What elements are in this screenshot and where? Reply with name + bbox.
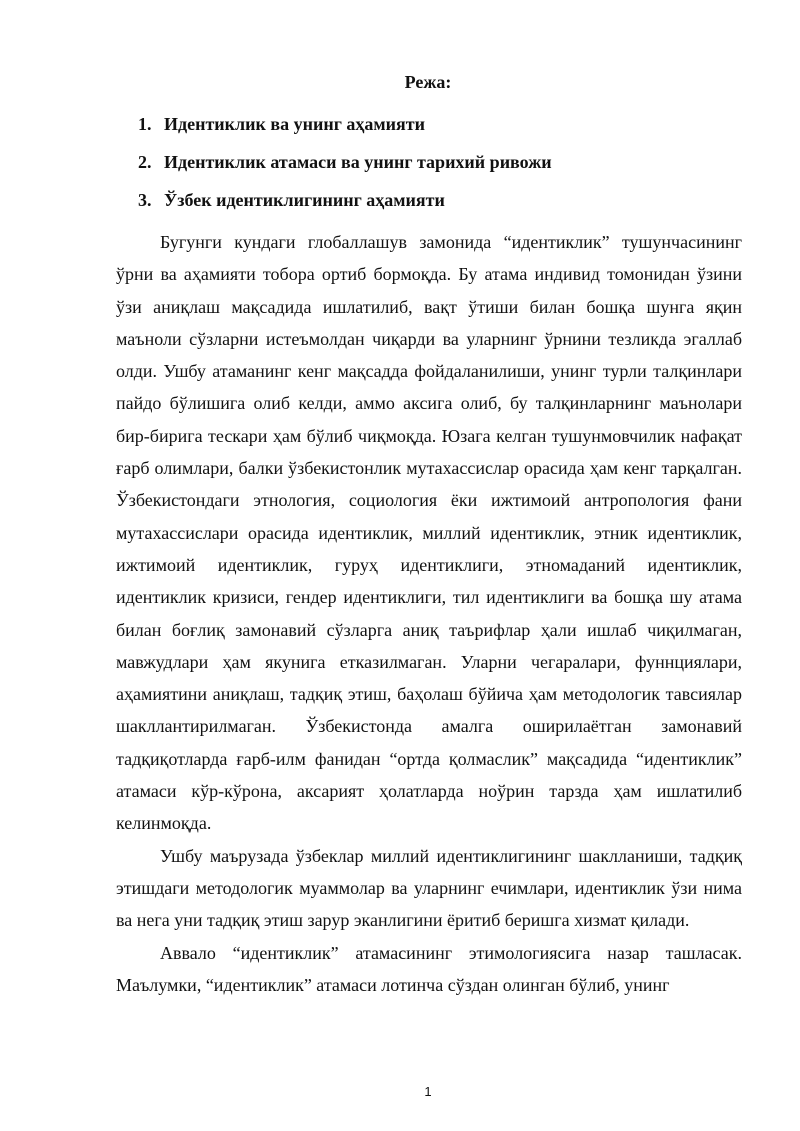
plan-item	[138, 188, 758, 226]
plan-item-text: Идентиклик атамаси ва унинг тарихий ривожи	[164, 152, 552, 172]
paragraph: Бугунги кундаги глобаллашув замонида “идентиклик” тушунчасининг ўрни ва аҳамияти тобора ортиб бормоқда. Бу атама индивид томонидан ўзини ўзи аниқлаш мақсадида ишлатилиб, вақт ўтиши билан бошқа шунга яқин маъноли сўзларни истеъмолдан чиқарди ва уларнинг ўрнини тезликда эгаллаб олди. Ушбу атаманинг кенг мақсадда фойдаланилиши, унинг турли талқинлари пайдо бўлишига олиб келди, аммо аксига олиб, бу талқинларнинг маънолари бир-бирига тескари ҳам бўлиб чиқмоқда. Юзага келган тушунмовчилик нафақат ғарб олимлари, балки ўзбекистонлик мутахассислар орасида ҳам кенг тарқалган. Ўзбекистондаги этнология, социология ёки ижтимоий антропология фани мутахассислари орасида идентиклик, миллий идентиклик, этник идентиклик, ижтимоий идентиклик, гуруҳ идентиклиги, этномаданий идентиклик, идентиклик кризиси, гендер идентиклиги, тил идентиклиги ва бошқа шу атама билан боғлиқ замонавий сўзларга аниқ таърифлар ҳали ишлаб чиқилмаган, мавжудлари ҳам якунига етказилмаган. Уларни чегаралари, фуннциялари, аҳамиятини аниқлаш, тадқиқ этиш, баҳолаш бўйича ҳам методологик тавсиялар шакллантирилмаган. Ўзбекистонда амалга оширилаётган замонавий тадқиқотларда ғарб-илм фанидан “ортда қолмаслик” мақсадида “идентиклик” атамаси кўр-кўрона, аксарият ҳолатларда ноўрин тарзда ҳам ишлатилиб келинмоқда.	[116, 232, 742, 834]
plan-item-number: 3.	[138, 190, 152, 210]
body-text	[116, 226, 742, 1001]
plan-list	[138, 112, 758, 226]
plan-item	[138, 112, 758, 150]
plan-item-number: 1.	[138, 114, 152, 134]
plan-item-text: Ўзбек идентиклигининг аҳамияти	[164, 190, 445, 210]
page-number: 1	[424, 1084, 432, 1099]
paragraph: Ушбу маърузада ўзбеклар миллий идентиклигининг шаклланиши, тадқиқ этишдаги методологик муаммолар ва уларнинг ечимлари, идентиклик ўзи нима ва нега уни тадқиқ этиш зарур эканлигини ёритиб беришга хизмат қилади.	[116, 845, 742, 931]
paragraph: Аввало “идентиклик” атамасининг этимологиясига назар ташласак. Маълумки, “идентиклик” атамаси лотинча сўздан олинган бўлиб, унинг	[116, 942, 742, 995]
plan-item	[138, 150, 758, 188]
plan-heading: Режа:	[404, 72, 452, 92]
plan-item-text: Идентиклик ва унинг аҳамияти	[164, 114, 425, 134]
plan-item-number: 2.	[138, 152, 152, 172]
